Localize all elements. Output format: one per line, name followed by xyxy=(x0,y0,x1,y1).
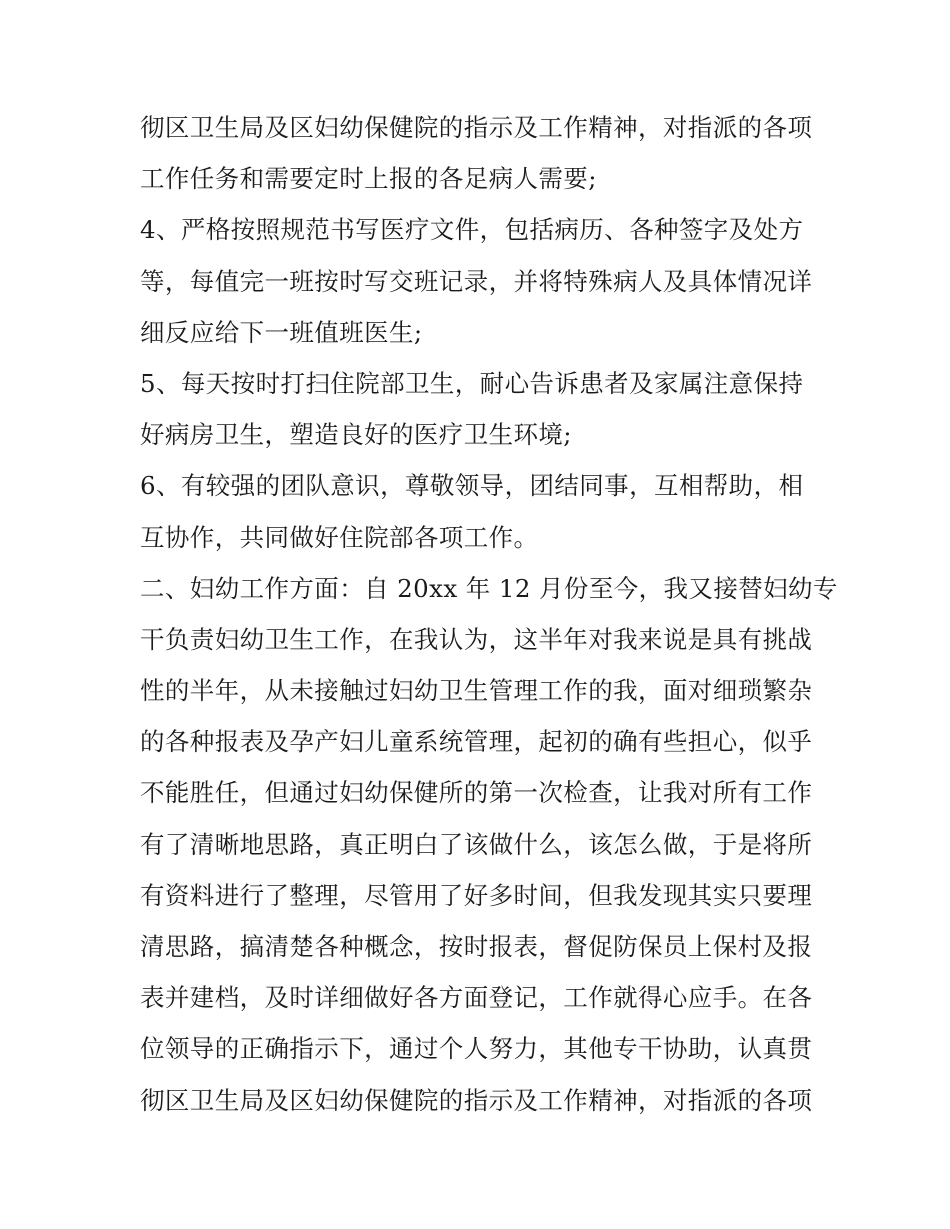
text-line: 4、严格按照规范书写医疗文件，包括病历、各种签字及处方 xyxy=(140,215,804,245)
text-line: 互协作，共同做好住院部各项工作。 xyxy=(140,522,539,552)
text-line: 等，每值完一班按时写交班记录，并将特殊病人及具体情况详 xyxy=(140,266,813,296)
text-line: 工作任务和需要定时上报的各足病人需要; xyxy=(140,164,597,194)
text-line: 细反应给下一班值班医生; xyxy=(140,317,423,347)
text-line: 二、妇幼工作方面：自 20xx 年 12 月份至今，我又接替妇幼专 xyxy=(140,573,838,603)
text-line: 的各种报表及孕产妇儿童系统管理，起初的确有些担心，似乎 xyxy=(140,727,813,757)
text-line: 干负责妇幼卫生工作，在我认为，这半年对我来说是具有挑战 xyxy=(140,624,813,654)
text-line: 位领导的正确指示下，通过个人努力，其他专干协助，认真贯 xyxy=(140,1034,813,1064)
text-line: 不能胜任，但通过妇幼保健所的第一次检查，让我对所有工作 xyxy=(140,778,813,808)
text-line: 彻区卫生局及区妇幼保健院的指示及工作精神，对指派的各项 xyxy=(140,113,813,142)
text-line: 有资料进行了整理，尽管用了好多时间，但我发现其实只要理 xyxy=(140,880,813,910)
document-body xyxy=(140,102,838,1126)
text-line: 性的半年，从未接触过妇幼卫生管理工作的我，面对细琐繁杂 xyxy=(140,676,813,706)
text-line: 5、每天按时打扫住院部卫生，耐心告诉患者及家属注意保持 xyxy=(140,368,804,398)
text-line: 6、有较强的团队意识，尊敬领导，团结同事，互相帮助，相 xyxy=(140,471,804,501)
text-line: 清思路，搞清楚各种概念，按时报表，督促防保员上保村及报 xyxy=(140,932,813,961)
text-line: 好病房卫生，塑造良好的医疗卫生环境; xyxy=(140,420,572,450)
text-line: 表并建档，及时详细做好各方面登记，工作就得心应手。在各 xyxy=(140,983,813,1013)
text-line: 彻区卫生局及区妇幼保健院的指示及工作精神，对指派的各项 xyxy=(140,1085,813,1115)
text-line: 有了清晰地思路，真正明白了该做什么，该怎么做，于是将所 xyxy=(140,829,813,859)
